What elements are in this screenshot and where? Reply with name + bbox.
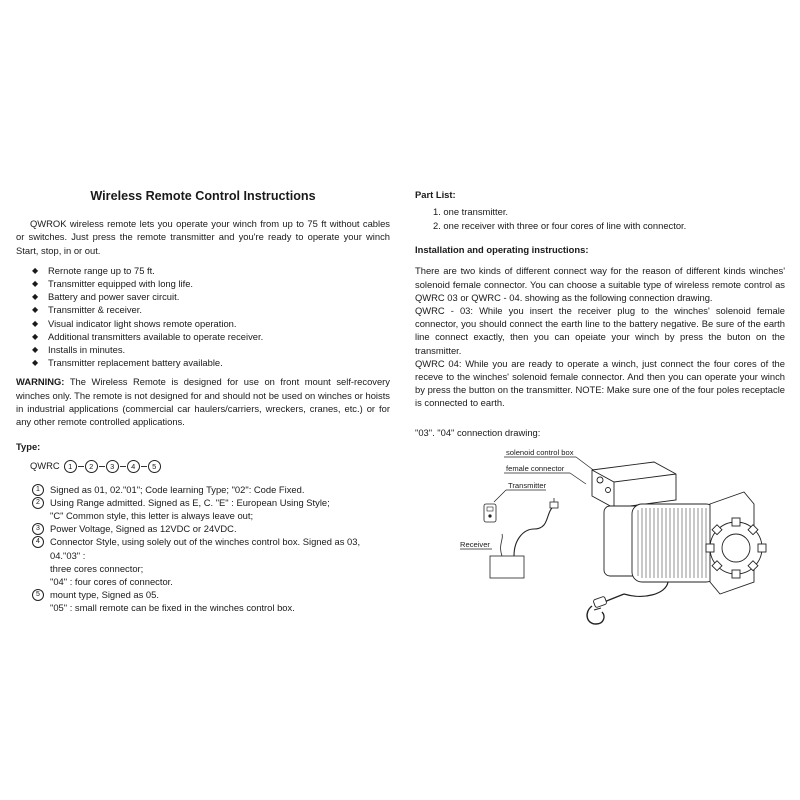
winch-illustration <box>587 462 766 624</box>
feature-item <box>32 356 390 369</box>
type-heading: Type: <box>16 441 41 453</box>
type-item <box>16 588 390 614</box>
feature-text: Visual indicator light shows remote operation. <box>48 317 237 329</box>
diamond-bullet-icon: ◆ <box>32 358 39 368</box>
qwrc-dash <box>99 466 105 467</box>
warning-text: The Wireless Remote is designed for use on front mount self-recovery winches only. The remote is not designed for and should not be used on winches or hoists in industrial applications (commercial car haulers/carriers, wreckers, cranes, etc.) or for any other remote controlled applications. <box>16 376 390 428</box>
feature-text: Transmitter & receiver. <box>48 304 142 316</box>
qwrc-circled-number: 2 <box>85 460 98 473</box>
label-female-connector: female connector <box>506 464 565 473</box>
feature-item <box>32 290 390 303</box>
type-circled-number: 5 <box>32 589 44 601</box>
feature-list <box>16 264 390 370</box>
type-item-line: Signed as 01, 02."01"; Code learning Type; "02": Code Fixed. <box>50 483 305 495</box>
feature-item <box>32 277 390 290</box>
feature-text: Rernote range up to 75 ft. <box>48 264 155 276</box>
type-item-line: "C" Common style, this letter is always leave out; <box>50 510 254 522</box>
qwrc-code-row <box>30 459 390 472</box>
install-body <box>415 264 785 409</box>
type-item-line: Connector Style, using solely out of the winches control box. Signed as 03, 04."03" : <box>50 536 361 561</box>
diamond-bullet-icon: ◆ <box>32 331 39 341</box>
transmitter-icon <box>484 504 496 522</box>
label-transmitter: Transmitter <box>508 481 547 490</box>
type-item-line: Using Range admitted. Signed as E, C. "E" : European Using Style; <box>50 496 330 508</box>
feature-item <box>32 264 390 277</box>
label-receiver: Receiver <box>460 540 490 549</box>
feature-text: Transmitter replacement battery available. <box>48 357 223 369</box>
diamond-bullet-icon: ◆ <box>32 279 39 289</box>
qwrc-dash <box>141 466 147 467</box>
install-paragraph-1: There are two kinds of different connect way for the reason of different kinds winches' solenoid female connector. You can choose a suitable type of wireless remote control as QWRC 03 or QWRC - 04. showing as the following connection drawing. <box>415 265 785 303</box>
install-heading: Installation and operating instructions: <box>415 244 589 256</box>
part-list <box>415 205 785 233</box>
feature-text: Battery and power saver circuit. <box>48 291 180 303</box>
connection-drawing <box>454 444 784 634</box>
part-item: 1. one transmitter. <box>433 206 509 218</box>
document-title: Wireless Remote Control Instructions <box>90 189 316 203</box>
install-paragraph-2: QWRC - 03: While you insert the receiver plug to the winches' solenoid female connector, you should connect the earth line to the battery negative. Be sure of the earth line connect exactly, then you can opeiate your winch by press the buton on the transmitter. <box>415 305 785 356</box>
type-item-line: mount type, Signed as 05. <box>50 589 159 601</box>
type-item-line: "04" : four cores of connector. <box>50 576 173 588</box>
type-item-line: "05" : small remote can be fixed in the winches control box. <box>50 602 295 614</box>
feature-text: Additional transmitters available to operate receiver. <box>48 330 264 342</box>
qwrc-circled-number: 4 <box>127 460 140 473</box>
feature-item <box>32 317 390 330</box>
qwrc-prefix: QWRC <box>30 460 60 472</box>
install-paragraph-3: QWRC 04: While you are ready to operate a winch, just connect the four cores of the receve to the winches' solenoid female connector. And then you can operate your winch by press the button on the transmitter. NOTE: Make sure one of the four poles receptacle is connected to earth. <box>415 357 785 409</box>
qwrc-dash <box>120 466 126 467</box>
label-solenoid-control-box: solenoid control box <box>506 448 574 457</box>
intro-paragraph: QWROK wireless remote lets you operate your winch from up to 75 ft without cables or switches. Just press the remote transmitter and you're ready to operate your winch Start, stop, in or out. <box>16 218 390 256</box>
feature-text: Transmitter equipped with long life. <box>48 278 194 290</box>
diamond-bullet-icon: ◆ <box>32 345 39 355</box>
connection-caption: "03". "04" connection drawing: <box>415 426 541 438</box>
feature-item <box>32 303 390 316</box>
type-circled-number: 3 <box>32 523 44 535</box>
qwrc-circled-number: 3 <box>106 460 119 473</box>
qwrc-circled-number: 1 <box>64 460 77 473</box>
type-item <box>16 483 390 496</box>
type-item <box>16 496 390 522</box>
feature-item <box>32 330 390 343</box>
type-circled-number: 1 <box>32 484 44 496</box>
type-circled-number: 4 <box>32 536 44 548</box>
feature-text: Installs in minutes. <box>48 344 126 356</box>
diamond-bullet-icon: ◆ <box>32 292 39 302</box>
qwrc-marks <box>64 460 161 473</box>
type-circled-number: 2 <box>32 497 44 509</box>
type-list <box>16 483 390 615</box>
qwrc-circled-number: 5 <box>148 460 161 473</box>
receiver-icon <box>490 498 558 578</box>
qwrc-dash <box>78 466 84 467</box>
type-item-line: three cores connector; <box>50 562 144 574</box>
diamond-bullet-icon: ◆ <box>32 265 39 275</box>
diamond-bullet-icon: ◆ <box>32 305 39 315</box>
feature-item <box>32 343 390 356</box>
left-column <box>16 190 390 615</box>
type-item <box>16 535 390 588</box>
type-item <box>16 522 390 535</box>
warning-label: WARNING: <box>16 376 65 388</box>
right-column <box>415 188 785 439</box>
type-item-line: Power Voltage, Signed as 12VDC or 24VDC. <box>50 523 237 535</box>
diamond-bullet-icon: ◆ <box>32 318 39 328</box>
part-list-heading: Part List: <box>415 189 456 200</box>
warning-paragraph <box>16 375 390 428</box>
part-item: 2. one receiver with three or four cores of line with connector. <box>433 220 687 232</box>
